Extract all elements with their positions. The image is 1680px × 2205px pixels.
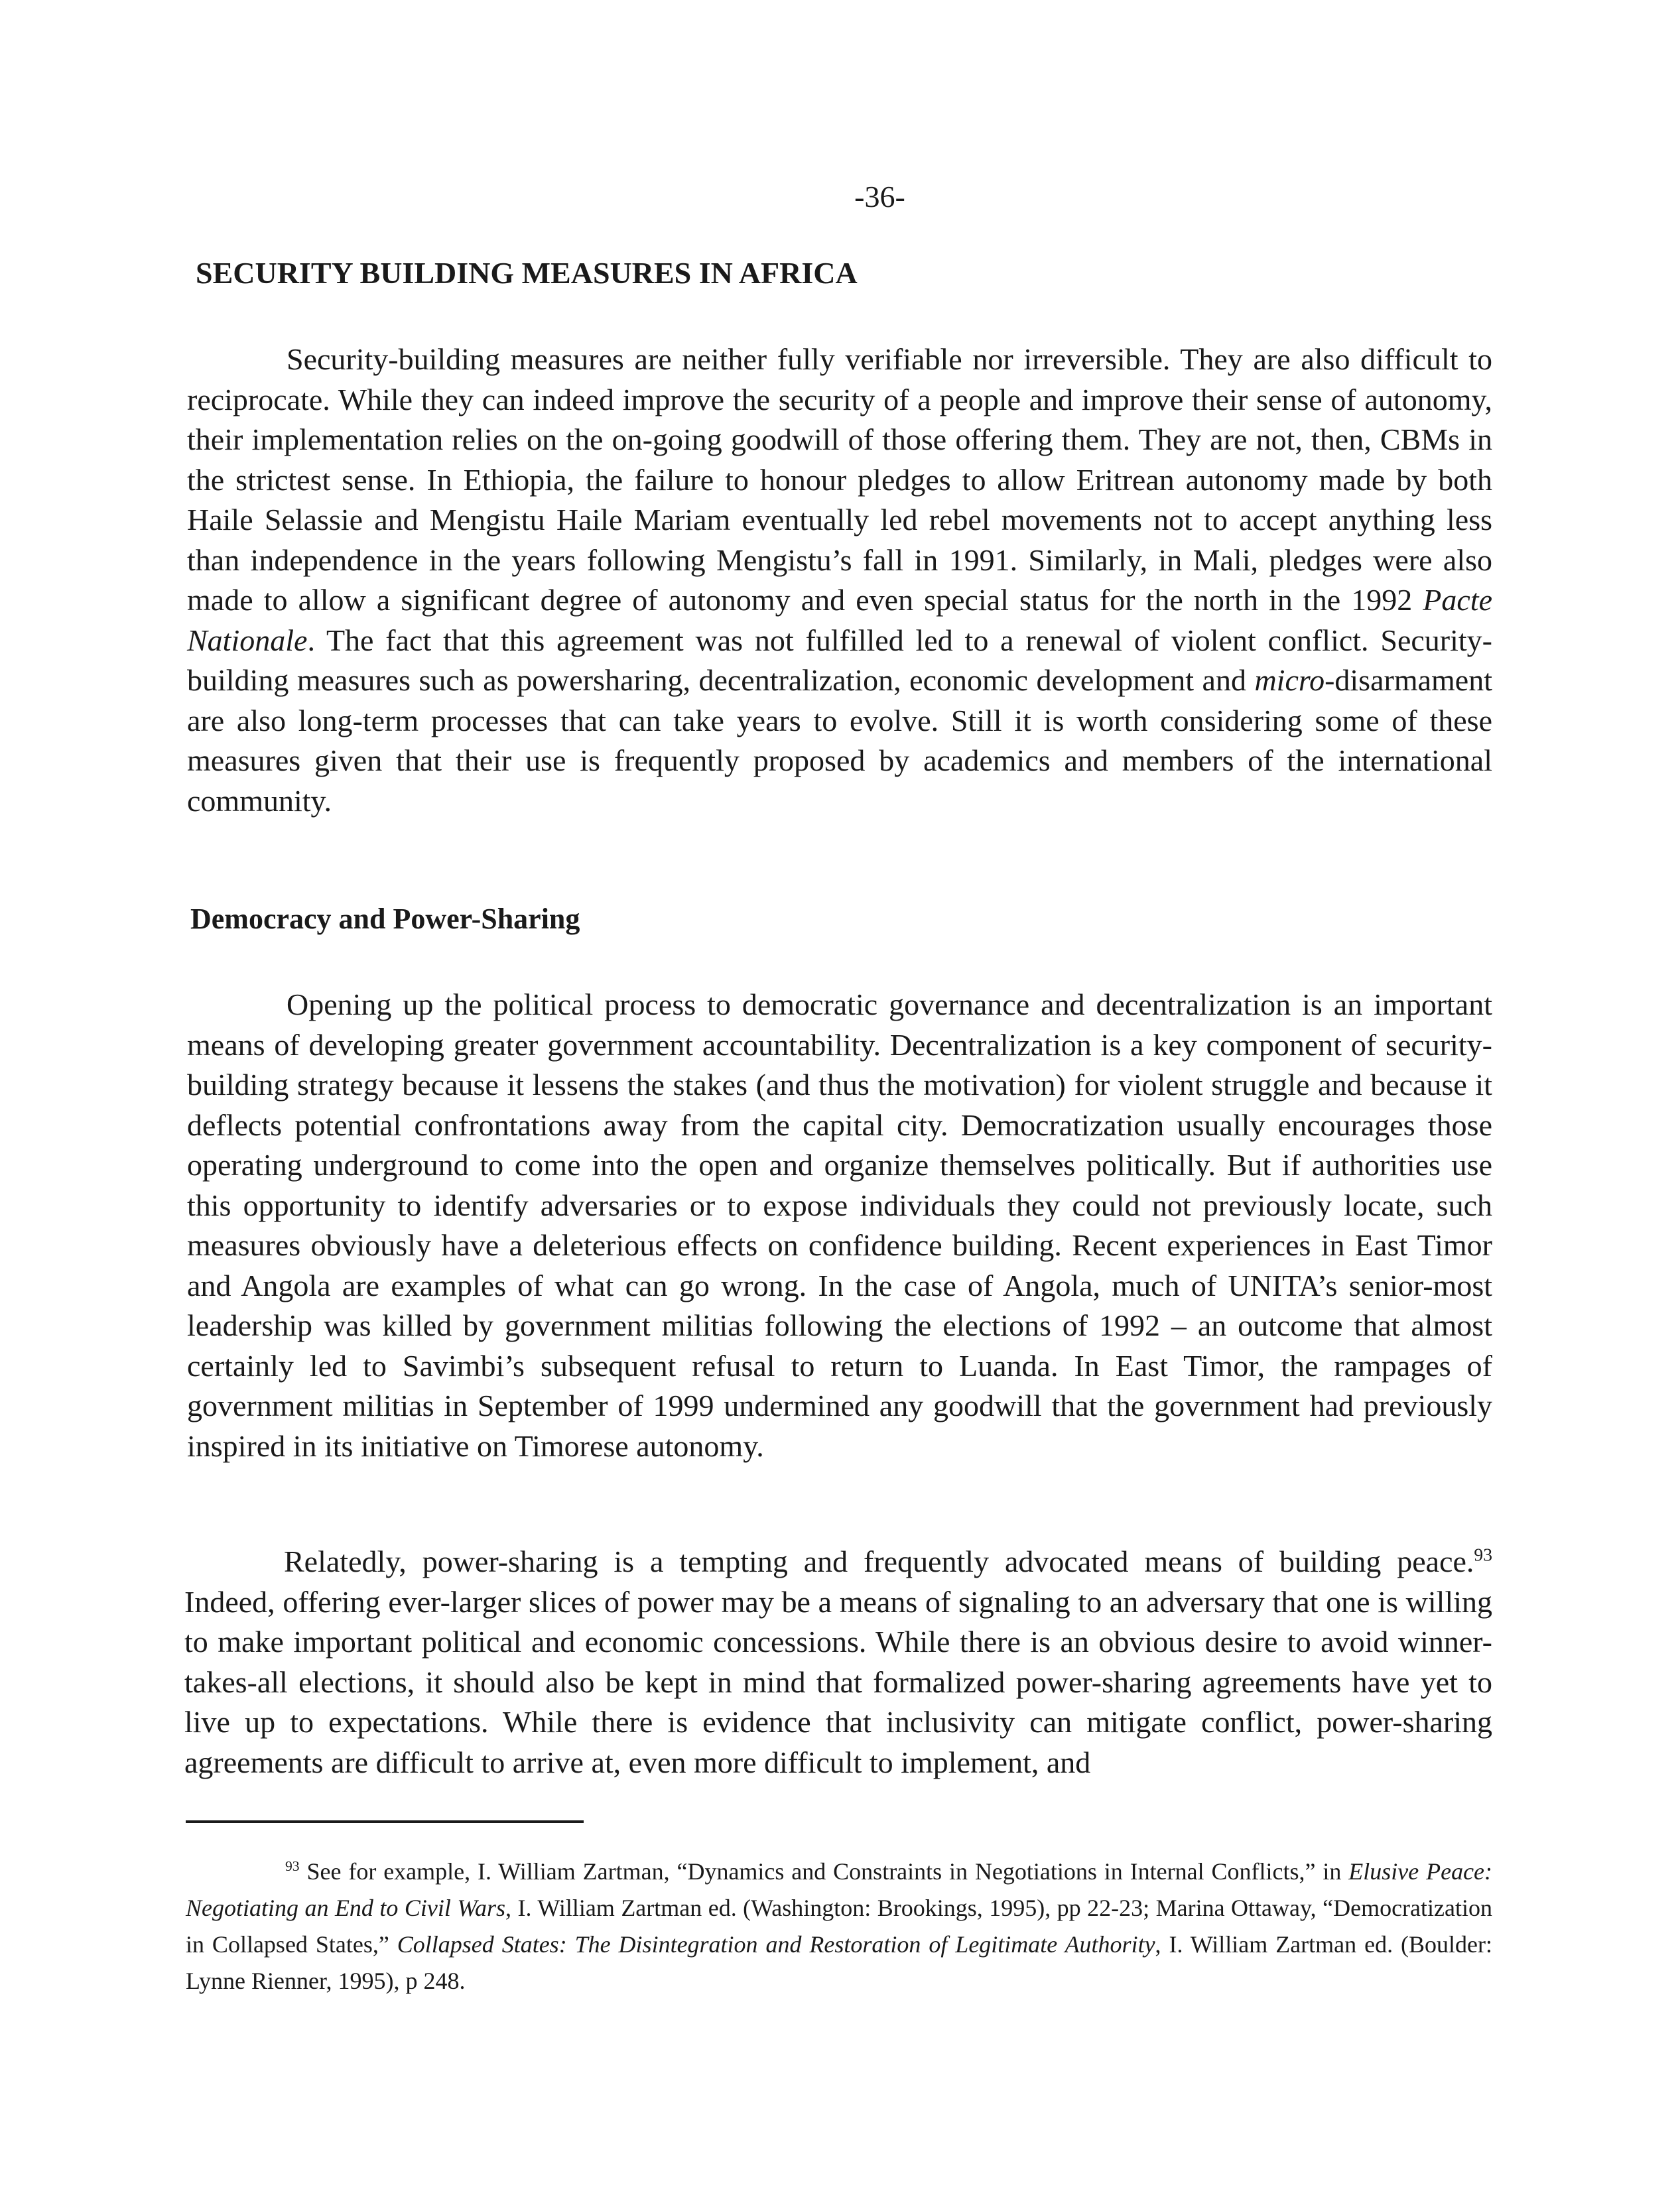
subheading: Democracy and Power-Sharing: [190, 903, 580, 935]
paragraph-1-text-c: -disarmament are also long-term processes that can take years to evolve. Still it is worth considering some of these measures given that their use is frequently proposed by academics and members of the international community.: [187, 663, 1492, 818]
footnote-reference: 93: [1474, 1544, 1492, 1565]
paragraph-3-text-a: Relatedly, power-sharing is a tempting and frequently advocated means of building peace.: [284, 1544, 1474, 1578]
micro-italic: micro: [1254, 663, 1325, 697]
footnote-divider: [186, 1820, 584, 1823]
footnote-text-a: See for example, I. William Zartman, “Dynamics and Constraints in Negotiations in Internal Conflicts,” in: [299, 1858, 1349, 1885]
paragraph-2: Opening up the political process to democratic governance and decentralization is an important means of developing greater government accountability. Decentralization is a key component of security-building strategy because it lessens the stakes (and thus the motivation) for violent struggle and because it deflects potential confrontations away from the capital city. Democratization usually encourages those operating underground to come into the open and organize themselves politically. But if authorities use this opportunity to identify adversaries or to expose individuals they could not previously locate, such measures obviously have a deleterious effects on confidence building. Recent experiences in East Timor and Angola are examples of what can go wrong. In the case of Angola, much of UNITA’s senior-most leadership was killed by government militias following the elections of 1992 – an outcome that almost certainly led to Savimbi’s subsequent refusal to return to Luanda. In East Timor, the rampages of government militias in September of 1999 undermined any goodwill that the government had previously inspired in its initiative on Timorese autonomy.: [187, 987, 1492, 1463]
footnote-number: 93: [285, 1858, 300, 1874]
section-title: SECURITY BUILDING MEASURES IN AFRICA: [196, 256, 858, 290]
paragraph-1-text-a: Security-building measures are neither fully verifiable nor irreversible. They are also difficult to reciprocate. While they can indeed improve the security of a people and improve their sense of autonomy, their implementation relies on the on-going goodwill of those offering them. They are not, then, CBMs in the strictest sense. In Ethiopia, the failure to honour pledges to allow Eritrean autonomy made by both Haile Selassie and Mengistu Haile Mariam eventually led rebel movements not to accept anything less than independence in the years following Mengistu’s fall in 1991. Similarly, in Mali, pledges were also made to allow a significant degree of autonomy and even special status for the north in the 1992: [187, 342, 1492, 617]
footnote-text-c: , I. William Zartman ed. (Boulder: Lynne Rienner, 1995), p 248.: [186, 1931, 1492, 1994]
paragraph-3-text-b: Indeed, offering ever-larger slices of power may be a means of signaling to an adversary that one is willing to make important political and economic concessions. While there is an obvious desire to avoid winner-takes-all elections, it should also be kept in mind that formalized power-sharing agreements have yet to live up to expectations. While there is evidence that inclusivity can mitigate conflict, power-sharing agreements are difficult to arrive at, even more difficult to implement, and: [184, 1584, 1492, 1779]
paragraph-1-text-b: . The fact that this agreement was not fulfilled led to a renewal of violent conflict. Security-building measures such as powersharing, decentralization, economic development and: [187, 623, 1492, 697]
footnote-italic-1: Elusive Peace: Negotiating an End to Civil Wars: [186, 1858, 1493, 1921]
page-number: -36-: [854, 180, 905, 214]
pacte-nationale-italic: Pacte Nationale: [187, 583, 1492, 657]
footnote: [186, 1854, 1492, 1999]
footnote-text-b: , I. William Zartman ed. (Washington: Brookings, 1995), pp 22-23; Marina Ottaway, “Democratization in Collapsed States,”: [186, 1895, 1492, 1958]
paragraph-1: [187, 340, 1492, 821]
footnote-italic-2: Collapsed States: The Disintegration and Restoration of Legitimate Authority: [397, 1931, 1155, 1958]
paragraph-3: [184, 1542, 1492, 1783]
